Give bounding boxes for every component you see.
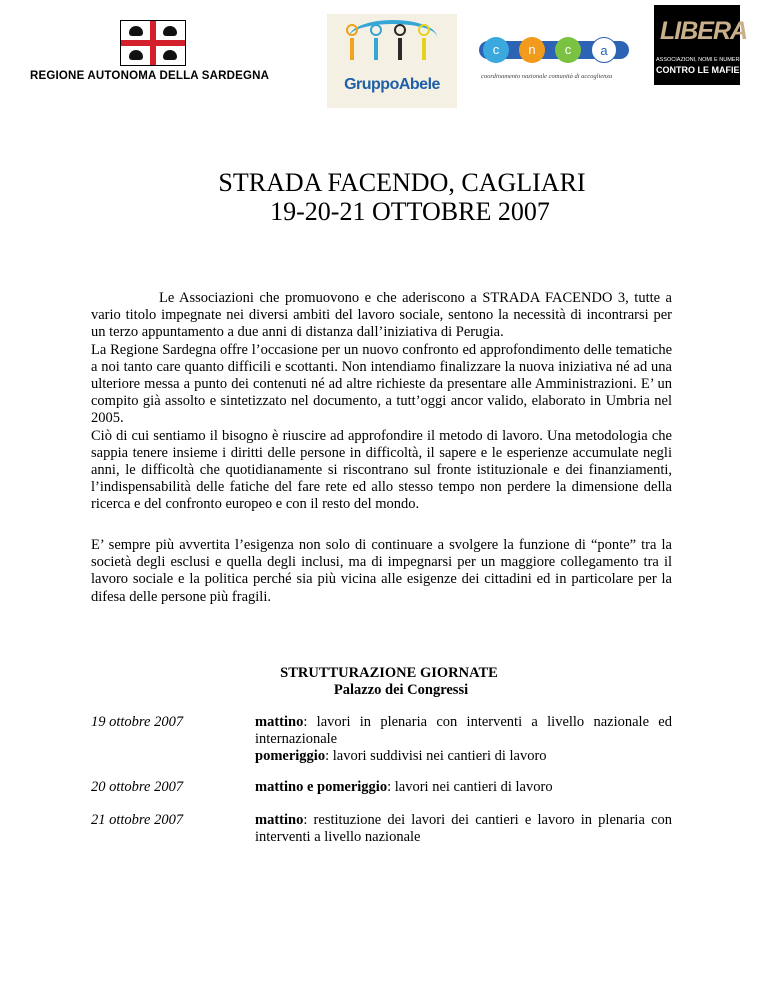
paragraph: Ciò di cui sentiamo il bisogno è riuscire ad approfondire il metodo di lavoro. Una metodologia che sappia tenere insieme i diritti delle persone in difficoltà, il sapere e le esperienze accumulate negli anni, le difficoltà che quotidianamente si riscontrano sul fronte istituzionale e dei finanziamenti, l’indispensabilità delle fatiche del fare rete ed allo stesso tempo non perdere la dimensione della ricerca e del confronto europeo e con il resto del mondo. [91, 427, 672, 513]
cnca-subtitle: coordinamento nazionale comunità di accoglienza [481, 73, 613, 80]
libera-tagline-small: ASSOCIAZIONI, NOMI E NUMERI [656, 57, 741, 63]
cnca-letter: a [591, 37, 617, 63]
schedule-date: 21 ottobre 2007 [91, 812, 184, 828]
paragraph: E’ sempre più avvertita l’esigenza non solo di continuare a svolgere la funzione di “ponte” tra la società degli esclusi e quella degli inclusi, ma di impegnarsi per un maggiore collegamento tra il lavoro sociale e la politica perché sia più vicina alle esigenze dei cittadini ed in particolare per la difesa delle persone più fragili. [91, 537, 672, 605]
cnca-logo [477, 33, 632, 88]
session-text: : restituzione dei lavori dei cantieri e lavoro in plenaria con interventi a livello nazionale [255, 812, 672, 846]
page-subtitle-dates: 19-20-21 OTTOBRE 2007 [270, 197, 550, 226]
session-label: mattino [255, 812, 304, 828]
schedule-description [255, 779, 672, 796]
schedule-date: 20 ottobre 2007 [91, 779, 184, 795]
paragraph: Le Associazioni che promuovono e che aderiscono a STRADA FACENDO 3, tutte a vario titolo impegnate nei diversi ambiti del lavoro sociale, sentono la necessità di incontrarsi per un terzo appuntamento a due anni di distanza dall’iniziativa di Perugia. [91, 290, 672, 341]
schedule-description [255, 812, 672, 846]
gruppo-abele-wordmark: GruppoAbele [344, 76, 440, 93]
schedule-heading: STRUTTURAZIONE GIORNATE [280, 665, 498, 681]
session-text: : lavori in plenaria con interventi a livello nazionale ed internazionale [255, 714, 672, 748]
cnca-letter: c [555, 37, 581, 63]
gruppo-abele-logo [327, 14, 457, 108]
regione-sardegna-logo [30, 20, 270, 90]
session-label: mattino e pomeriggio [255, 779, 388, 795]
schedule-description [255, 714, 672, 766]
cnca-letter: c [483, 37, 509, 63]
sardinia-flag-icon [120, 20, 186, 66]
libera-logo [654, 5, 748, 85]
libera-tagline: CONTRO LE MAFIE [656, 65, 740, 75]
session-label: mattino [255, 714, 304, 730]
libera-wordmark: LIBERA [660, 17, 748, 45]
session-text: : lavori nei cantieri di lavoro [387, 779, 553, 795]
session-text: : lavori suddivisi nei cantieri di lavoro [325, 748, 547, 765]
cnca-letter: n [519, 37, 545, 63]
page-title: STRADA FACENDO, CAGLIARI [218, 168, 586, 197]
schedule-venue: Palazzo dei Congressi [333, 682, 469, 698]
region-name: REGIONE AUTONOMA DELLA SARDEGNA [30, 70, 270, 82]
session-label: pomeriggio [255, 748, 326, 765]
schedule-date: 19 ottobre 2007 [91, 714, 184, 730]
intro-section [91, 290, 672, 514]
paragraph: La Regione Sardegna offre l’occasione per un nuovo confronto ed approfondimento delle tematiche a noi tanto care quanto difficili e scottanti. Non intendiamo finalizzare la nuova iniziativa né ad una ulteriore messa a punto dei contenuti né ad altre richieste da presentare alle Amministrazioni. E’ un compito già assolto e sintetizzato nel documento, a tutt’oggi ancor valido, elaborato in Umbria nel 2005. [91, 341, 672, 427]
